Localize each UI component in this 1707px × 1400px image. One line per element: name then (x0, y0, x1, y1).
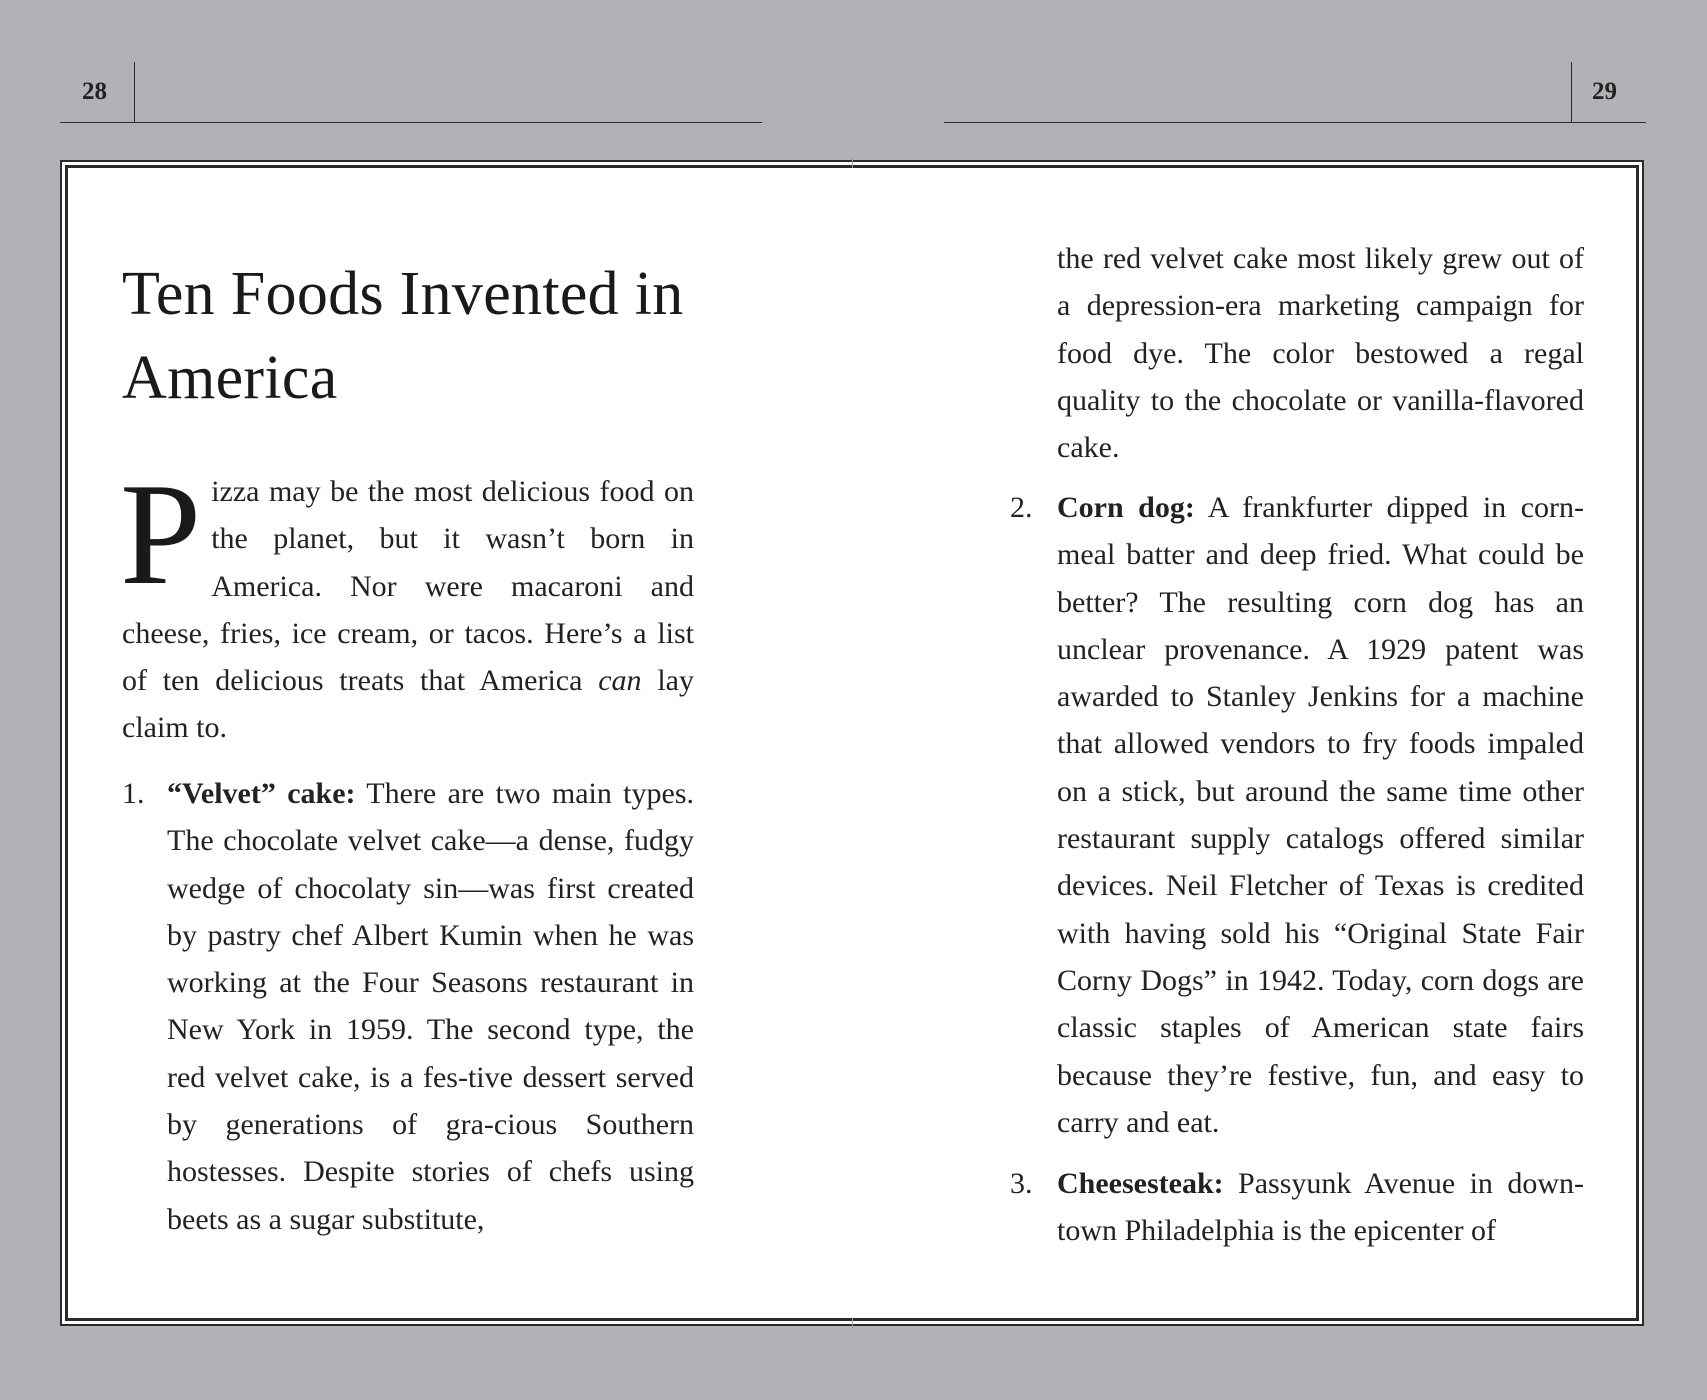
page-title: Ten Foods Invented in America (122, 260, 684, 412)
list-item-text: There are two main types. The chocolate velvet cake—a dense, fudgy wedge of chocolaty sin—was first created by pastry chef Albert Kumin when he was working at the Four Seasons restaurant in New York in 1959. The second type, the red velvet cake, is a fes-tive dessert served by generations of gra-cious Southern hostesses. Despite stories of chefs using beets as a sugar substitute, (167, 777, 694, 1236)
list-item-text: Passyunk Avenue in down-town Philadelphia is the epicenter of (1057, 1167, 1584, 1248)
left-page-number: 28 (82, 78, 107, 105)
list-item-heading: Cheesesteak: (1057, 1167, 1224, 1200)
drop-cap: P (120, 453, 202, 615)
left-header-rule (60, 122, 762, 123)
intro-paragraph (120, 453, 694, 752)
list-item-text: A frankfurter dipped in corn-meal batter and deep fried. What could be better? The resulting corn dog has an unclear provenance. A 1929 patent was awarded to Stanley Jenkins for a machine that allowed vendors to fry foods impaled on a stick, but around the same time other restaurant supply catalogs offered similar devices. Neil Fletcher of Texas is credited with having sold his “Original State Fair Corny Dogs” in 1942. Today, corn dogs are classic staples of American state fairs because they’re festive, fun, and easy to carry and eat. (1057, 491, 1584, 1139)
intro-emphasis: can (598, 664, 642, 698)
left-header-divider (134, 62, 135, 122)
spine-mark-top (852, 158, 853, 168)
list-item-velvet-cake (167, 770, 694, 1243)
continued-paragraph: the red velvet cake most likely grew out of a depression-era marketing campaign for food dye. The color bestowed a regal quality to the chocolate or vanilla-flavored cake. (1057, 242, 1584, 465)
list-item-heading: “Velvet” cake: (167, 777, 356, 810)
intro-text-start: izza may be the most delicious food on the planet, but it wasn’t born in America. Nor were macaroni and cheese, fries, ice cream, or tacos. Here’s a list of ten delicious treats that America (122, 475, 694, 698)
spine-mark-bottom (852, 1318, 853, 1328)
list-item-number: 1. (122, 777, 145, 810)
list-item-heading: Corn dog: (1057, 491, 1195, 524)
right-header-rule (944, 122, 1646, 123)
list-item-corn-dog (1057, 484, 1584, 1146)
list-item-number: 3. (1010, 1167, 1033, 1200)
intro-text-end: lay claim to. (122, 664, 694, 745)
right-page-number: 29 (1592, 78, 1617, 105)
right-header-divider (1571, 62, 1572, 122)
list-item-number: 2. (1010, 491, 1033, 524)
list-item-cheesesteak (1057, 1160, 1584, 1255)
